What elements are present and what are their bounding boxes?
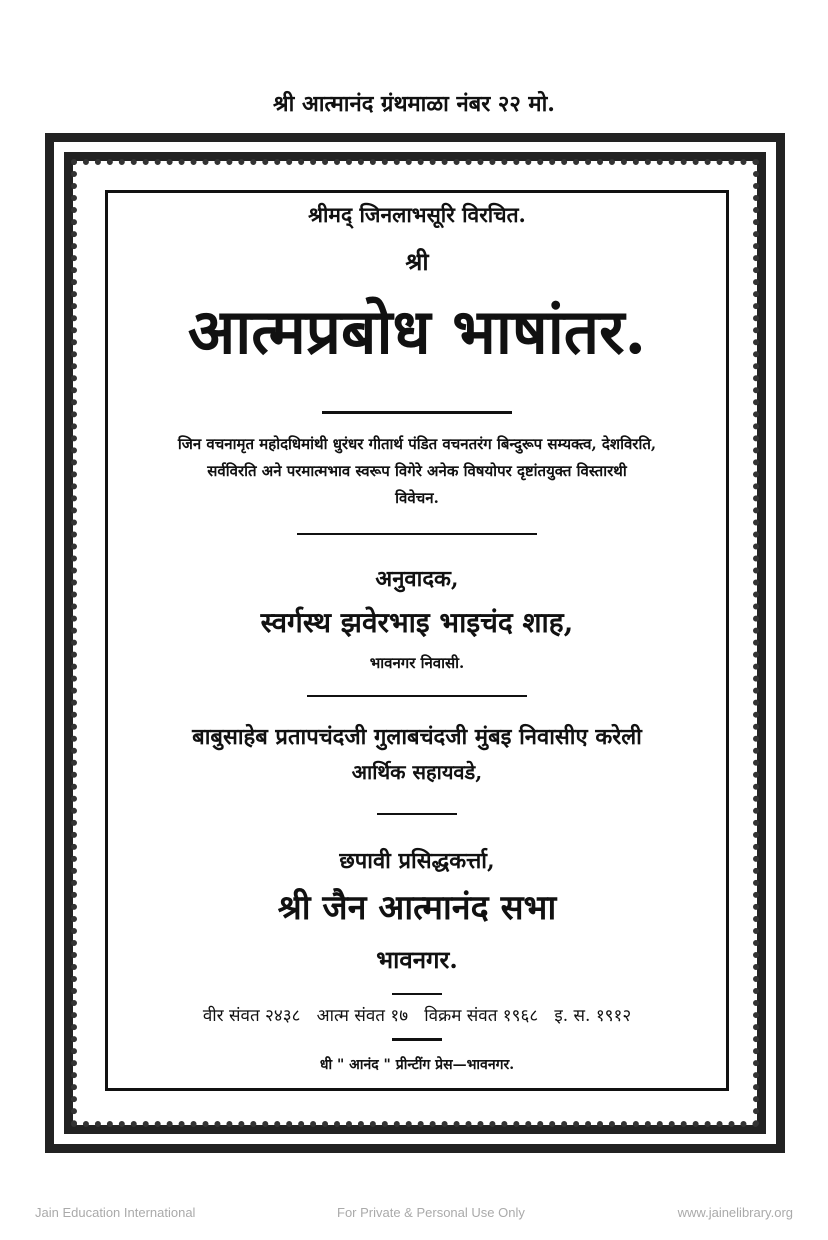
sponsor: बाबुसाहेब प्रतापचंदजी गुलाबचंदजी मुंबइ निवासीए करेली bbox=[192, 724, 642, 750]
footer-center: For Private & Personal Use Only bbox=[337, 1205, 525, 1220]
footer-right[interactable]: www.jainelibrary.org bbox=[677, 1205, 793, 1220]
city: भावनगर. bbox=[376, 945, 458, 974]
divider bbox=[377, 813, 457, 815]
description bbox=[108, 431, 726, 512]
translator-label: अनुवादक, bbox=[375, 566, 459, 592]
divider bbox=[297, 533, 537, 535]
divider bbox=[322, 411, 512, 414]
description-line: सर्वविरति अने परमात्मभाव स्वरूप विगेरे अनेक विषयोपर दृष्टांतयुक्त विस्तारथी bbox=[207, 462, 627, 480]
author-line: श्रीमद् जिनलाभसूरि विरचित. bbox=[308, 202, 526, 227]
publisher-label: छपावी प्रसिद्धकर्त्ता, bbox=[339, 848, 495, 874]
series-number: श्री आत्मानंद ग्रंथमाळा नंबर २२ मो. bbox=[273, 91, 555, 117]
dates: वीर संवत २४३८ आत्म संवत १७ विक्रम संवत १९६८ इ. स. १९१२ bbox=[202, 1006, 632, 1026]
description-line: विवेचन. bbox=[395, 489, 439, 507]
translator-place: भावनगर निवासी. bbox=[369, 654, 465, 672]
sponsor-line-2: आर्थिक सहायवडे, bbox=[351, 760, 483, 784]
press: धी " आनंद " प्रीन्टींग प्रेस—भावनगर. bbox=[319, 1057, 515, 1073]
publisher: श्री जैन आत्मानंद सभा bbox=[277, 888, 557, 928]
shri: श्री bbox=[405, 247, 429, 276]
description-line: जिन वचनामृत महोदधिमांथी धुरंधर गीतार्थ पंडित वचनतरंग बिन्दुरूप सम्यक्त्व, देशविरति, bbox=[177, 435, 657, 453]
title-page-content bbox=[105, 190, 729, 1091]
divider bbox=[307, 695, 527, 697]
footer-left: Jain Education International bbox=[35, 1205, 196, 1220]
divider bbox=[392, 1038, 442, 1041]
translator-name: स्वर्गस्थ झवेरभाइ भाइचंद शाह, bbox=[260, 606, 574, 639]
book-title: आत्मप्रबोध भाषांतर. bbox=[187, 295, 647, 368]
divider bbox=[392, 993, 442, 995]
